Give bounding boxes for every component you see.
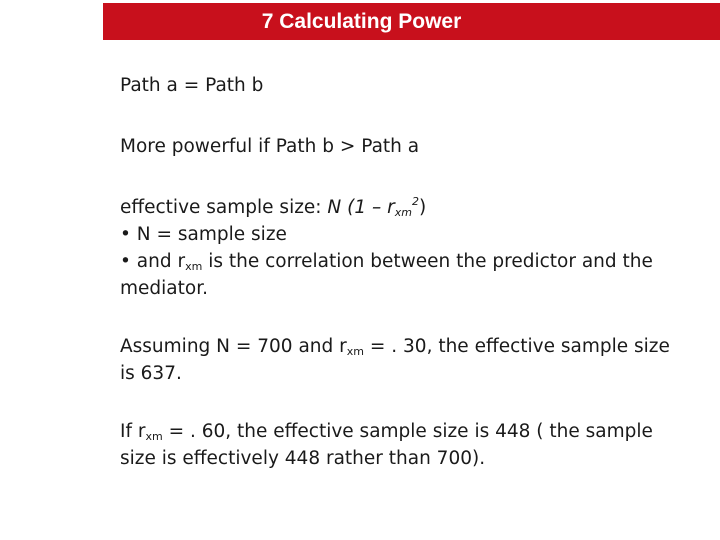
- if-subscript: xm: [145, 430, 163, 443]
- effective-sample-size-line: [120, 194, 690, 221]
- formula-subscript: xm: [394, 206, 412, 219]
- formula-end: ): [418, 197, 427, 218]
- effective-label: effective sample size:: [120, 197, 328, 218]
- formula-superscript: 2: [411, 195, 419, 208]
- assuming-subscript: xm: [346, 345, 364, 358]
- bullet-r-end: is the correlation between the predictor and the mediator.: [120, 251, 653, 299]
- assuming-start: Assuming N = 700 and r: [120, 336, 347, 357]
- path-equality-line: Path a = Path b: [120, 75, 264, 96]
- if-paragraph: [120, 418, 690, 472]
- assuming-paragraph: [120, 333, 690, 387]
- bullet-n-text: • N = sample size: [120, 224, 287, 245]
- bullet-r-start: • and r: [120, 251, 186, 272]
- assuming-end: = . 30, the effective sample size is 637.: [120, 336, 670, 384]
- formula-start: N (1 – r: [327, 197, 395, 218]
- title-bar: [103, 3, 720, 40]
- slide-title: 7 Calculating Power: [261, 9, 462, 33]
- formula: [327, 197, 419, 218]
- if-end: = . 60, the effective sample size is 448 ( the sample size is effectively 448 rather than 700).: [120, 421, 653, 469]
- bullet-r-subscript: xm: [185, 260, 203, 273]
- bullet-n: [120, 221, 690, 248]
- slide-body: [120, 72, 690, 472]
- if-start: If r: [120, 421, 146, 442]
- more-powerful-line: More powerful if Path b > Path a: [120, 136, 420, 157]
- bullet-r: [120, 248, 690, 302]
